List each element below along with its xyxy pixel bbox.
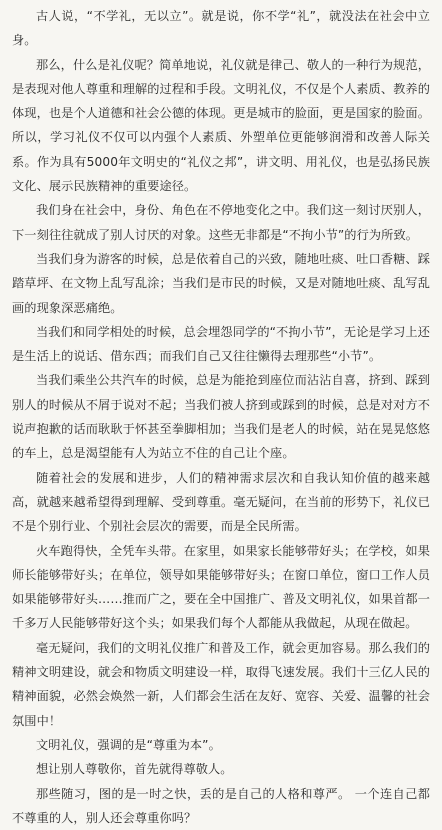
paragraph-12: 那些随习，图的是一时之快，丢的是自己的人格和尊严。 一个连自己都不尊重的人，别人还会尊重你吗？ xyxy=(12,782,430,830)
paragraph-7: 随着社会的发展和进步，人们的精神需求层次和自我认知价值的越来越高，就越来越希望得到理解、受到尊重。毫无疑问，在当前的形势下，礼仪已不是个别行业、个别社会层次的需要，而是全民所需。 xyxy=(12,466,430,539)
paragraph-10: 文明礼仪，强调的是“尊重为本”。 xyxy=(12,733,430,757)
paragraph-3: 我们身在社会中，身份、角色在不停地变化之中。我们这一刻讨厌别人，下一刻往往就成了别人讨厌的对象。这些无非都是“不拘小节”的行为所致。 xyxy=(12,198,430,247)
paragraph-2: 那么，什么是礼仪呢？简单地说，礼仪就是律己、敬人的一种行为规范，是表现对他人尊重和理解的过程和手段。文明礼仪，不仅是个人素质、教养的体现，也是个人道德和社会公德的体现。更是城市的脸面，更是国家的脸面。所以，学习礼仪不仅可以内强个人素质、外塑单位更能够润滑和改善人际关系。作为具有5000年文明史的“礼仪之邦”，讲文明、用礼仪，也是弘扬民族文化、展示民族精神的重要途径。 xyxy=(12,53,430,199)
paragraph-8: 火车跑得快，全凭车头带。在家里，如果家长能够带好头；在学校，如果师长能够带好头；在单位，领导如果能够带好头；在窗口单位，窗口工作人员如果能够带好头……推而广之，要在全中国推广、普及文明礼仪，如果首都一千多万人民能够带好这个头；如果我们每个人都能从我做起，从现在做起。 xyxy=(12,539,430,636)
paragraph-11: 想让别人尊敬你，首先就得尊敬人。 xyxy=(12,757,430,781)
paragraph-5: 当我们和同学相处的时候，总会埋怨同学的“不拘小节”，无论是学习上还是生活上的说话、借东西；而我们自己又往往懒得去理那些“小节”。 xyxy=(12,320,430,369)
paragraph-9: 毫无疑问，我们的文明礼仪推广和普及工作，就会更加容易。那么我们的精神文明建设，就会和物质文明建设一样，取得飞速发展。我们十三亿人民的精神面貌，必然会焕然一新，人们都会生活在友好、宽容、关爱、温馨的社会氛围中！ xyxy=(12,636,430,733)
paragraph-6: 当我们乘坐公共汽车的时候，总是为能抢到座位而沾沾自喜，挤到、踩到别人的时候从不屑于说对不起；当我们被人挤到或踩到的时候，总是对对方不说声抱歉的话而耿耿于怀甚至拳脚相加；当我们是老人的时候，站在晃晃悠悠的车上，总是渴望能有人为站立不住的自己让个座。 xyxy=(12,368,430,465)
paragraph-4: 当我们身为游客的时候，总是依着自己的兴致，随地吐痰、吐口香糖、踩踏草坪、在文物上乱写乱涂；当我们是市民的时候，又是对随地吐痰、乱写乱画的现象深恶痛绝。 xyxy=(12,247,430,320)
paragraph-1: 古人说，“不学礼，无以立”。就是说，你不学“礼”，就没法在社会中立身。 xyxy=(12,4,430,53)
